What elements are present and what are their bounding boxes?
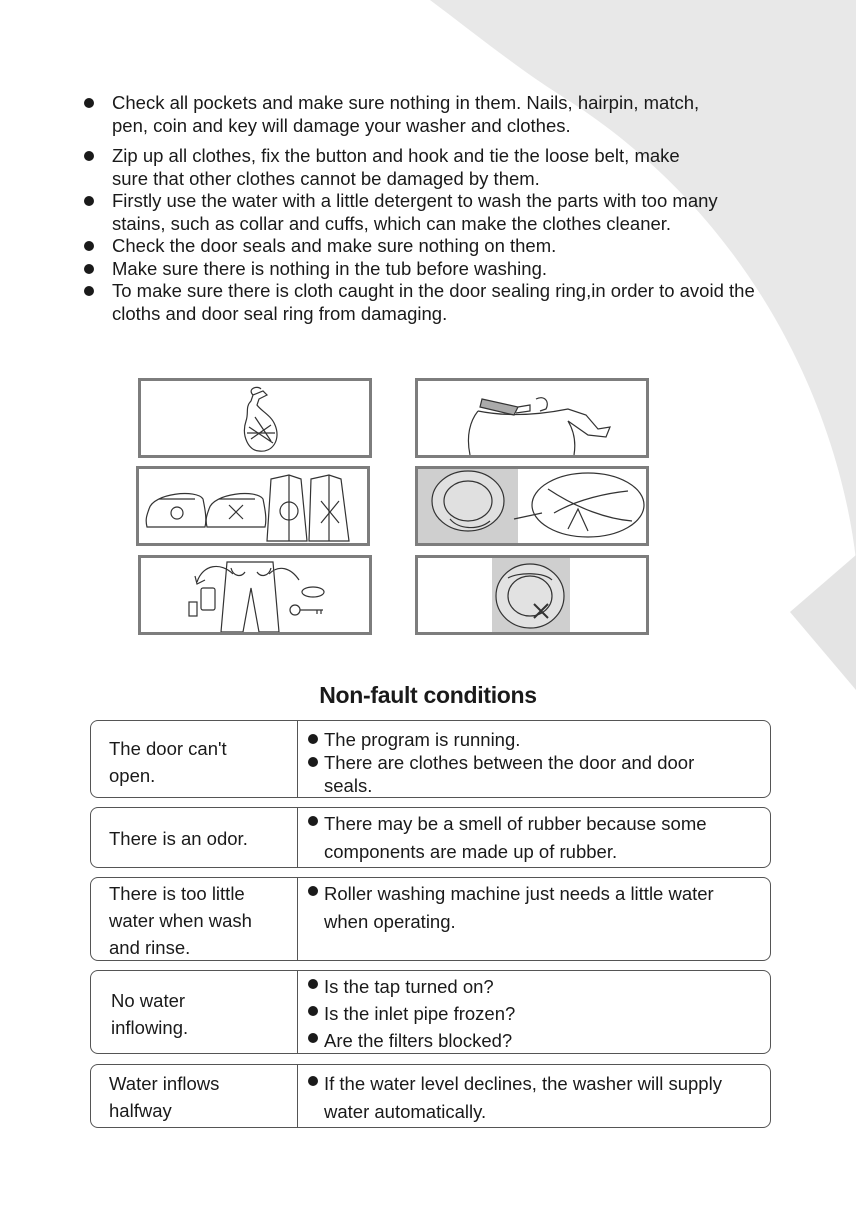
bullet-icon bbox=[84, 196, 94, 206]
cause-list bbox=[307, 880, 727, 936]
column-divider bbox=[297, 971, 298, 1053]
pocket-items-icon bbox=[141, 558, 369, 632]
collar-detergent-icon bbox=[418, 381, 646, 455]
bullet-icon bbox=[84, 241, 94, 251]
bullet-icon bbox=[308, 1033, 318, 1043]
condition-label: No water inflowing. bbox=[111, 990, 189, 1038]
column-divider bbox=[297, 1065, 298, 1127]
condition-row bbox=[90, 807, 771, 868]
condition-label: Water inflows halfway bbox=[109, 1073, 220, 1121]
illustration-collar-detergent bbox=[415, 378, 649, 458]
instruction-text: Check all pockets and make sure nothing in them. Nails, hairpin, match, pen, coin and key will damage your washer and clothes. bbox=[112, 92, 700, 136]
cause-item: Is the tap turned on? bbox=[307, 973, 727, 1000]
buttoned-clothes-icon bbox=[139, 469, 367, 543]
illustration-tub-empty bbox=[415, 555, 649, 635]
condition-label: There is an odor. bbox=[109, 828, 248, 849]
cause-item: Are the filters blocked? bbox=[307, 1027, 727, 1054]
condition-row bbox=[90, 877, 771, 961]
cause-list bbox=[307, 728, 747, 797]
instruction-text: Zip up all clothes, fix the button and hook and tie the loose belt, make sure that other clothes cannot be damaged by them. bbox=[112, 145, 680, 189]
instruction-item bbox=[82, 258, 762, 281]
condition-label: The door can't open. bbox=[109, 738, 227, 786]
column-divider bbox=[297, 878, 298, 960]
instruction-item bbox=[82, 190, 752, 235]
cause-list bbox=[307, 810, 727, 866]
condition-label: There is too little water when wash and rinse. bbox=[109, 883, 252, 958]
instruction-item bbox=[82, 280, 772, 325]
instruction-text: To make sure there is cloth caught in the door sealing ring,in order to avoid the cloths and door seal ring from damaging. bbox=[112, 280, 755, 324]
cause-item: If the water level declines, the washer will supply water automatically. bbox=[307, 1070, 727, 1126]
column-divider bbox=[297, 721, 298, 797]
instruction-item bbox=[82, 145, 712, 190]
condition-row bbox=[90, 1064, 771, 1128]
section-title: Non-fault conditions bbox=[319, 682, 537, 708]
illustration-laundry-bag bbox=[138, 378, 372, 458]
bullet-icon bbox=[308, 1006, 318, 1016]
instruction-text: Firstly use the water with a little detergent to wash the parts with too many stains, such as collar and cuffs, which can make the clothes cleaner. bbox=[112, 190, 718, 234]
cause-item: Roller washing machine just needs a little water when operating. bbox=[307, 880, 727, 936]
tub-empty-icon bbox=[418, 558, 646, 632]
cause-list bbox=[307, 1070, 727, 1126]
condition-row bbox=[90, 720, 771, 798]
condition-row bbox=[90, 970, 771, 1054]
bullet-icon bbox=[84, 264, 94, 274]
bullet-icon bbox=[308, 979, 318, 989]
preparation-instructions bbox=[82, 92, 762, 325]
door-seal-check-icon bbox=[418, 469, 646, 543]
bullet-icon bbox=[84, 151, 94, 161]
cause-list bbox=[307, 973, 727, 1054]
instruction-text: Make sure there is nothing in the tub before washing. bbox=[112, 257, 548, 279]
bullet-icon bbox=[308, 816, 318, 826]
cause-item: The program is running. bbox=[307, 728, 747, 751]
bullet-icon bbox=[308, 886, 318, 896]
bullet-icon bbox=[84, 98, 94, 108]
bullet-icon bbox=[308, 734, 318, 744]
illustration-buttoned-clothes bbox=[136, 466, 370, 546]
bullet-icon bbox=[308, 1076, 318, 1086]
column-divider bbox=[297, 808, 298, 867]
bullet-icon bbox=[308, 757, 318, 767]
cause-item: There are clothes between the door and door seals. bbox=[307, 751, 747, 797]
bullet-icon bbox=[84, 286, 94, 296]
instruction-item bbox=[82, 92, 712, 137]
illustration-door-seal-check bbox=[415, 466, 649, 546]
instruction-item bbox=[82, 235, 762, 258]
illustration-pocket-items bbox=[138, 555, 372, 635]
instruction-text: Check the door seals and make sure nothing on them. bbox=[112, 235, 557, 256]
cause-item: There may be a smell of rubber because some components are made up of rubber. bbox=[307, 810, 727, 866]
cause-item: Is the inlet pipe frozen? bbox=[307, 1000, 727, 1027]
laundry-bag-icon bbox=[141, 381, 369, 455]
